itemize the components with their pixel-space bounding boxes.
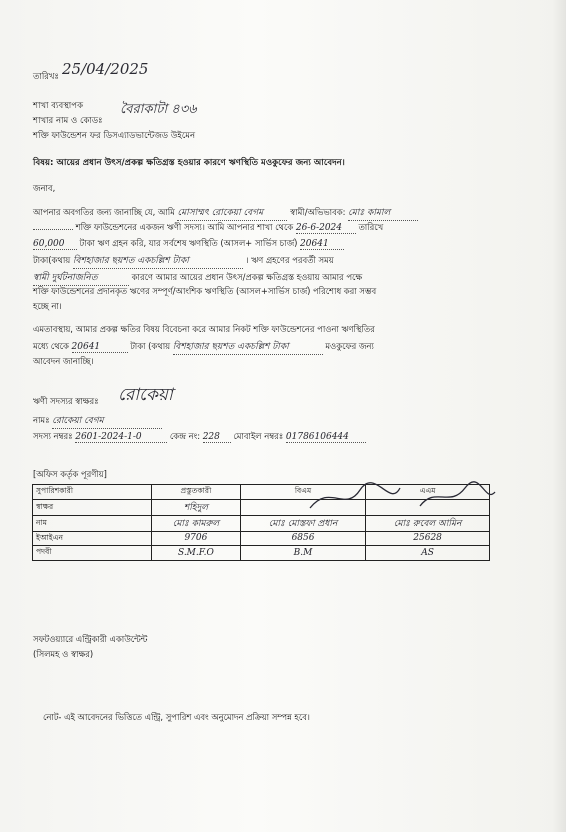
loan-balance: 20641 <box>300 239 344 250</box>
body-text: টাকা (কথায় <box>130 341 171 351</box>
body-text: মওকুফের জন্য <box>325 341 374 351</box>
body-text: । ঋণ গ্রহণের পরবর্তী সময় <box>245 255 334 265</box>
body-line-3 <box>33 237 344 251</box>
accountant-label: সফটওয়্যারে এন্ট্রিকারী একাউন্টেন্ট <box>33 634 148 644</box>
cell-ein-preparer: 9706 <box>152 531 241 546</box>
body-line-8: এমতাবস্থায়, আমার প্রকল্প ক্ষতির বিষয় বিবেচনা করে আমার নিকট শক্তি ফাউন্ডেশনের পাওনা ঋণস্থিতির <box>33 324 375 334</box>
subject-line: বিষয়: আয়ের প্রধান উৎস/প্রকল্প ক্ষতিগ্রস্ত হওয়ার কারণে ঋণস্থিতি মওকুফের জন্য আবেদন। <box>33 158 345 168</box>
loan-amount: 60,000 <box>33 239 77 250</box>
office-heading: [অফিস কর্তৃক পূরণীয়] <box>33 469 107 479</box>
body-text: কারণে আমার আয়ের প্রধান উৎস/প্রকল্প ক্ষতিগ্রস্ত হওয়ায় আমার পক্ষে <box>131 272 363 282</box>
body-line-6: শক্তি ফাউন্ডেশনের প্রদানকৃত ঋণের সম্পূর্ণ/আংশিক ঋণস্থিতি (আসল+সার্ভিস চার্জ) পরিশোধ করা সম্ভব <box>33 286 377 296</box>
col-preparer: প্রস্তুতকারী <box>152 485 241 500</box>
member-name-value: রোকেয়া বেগম <box>52 413 162 429</box>
body-line-10: আবেদন জানাচ্ছি। <box>33 356 94 366</box>
damage-reason: স্বামী দুর্ঘটনাজনিত <box>33 270 129 286</box>
cell-designation-am: AS <box>366 546 490 561</box>
loan-date: 26-6-2024 <box>296 223 356 234</box>
body-text: শক্তি ফাউন্ডেশনের একজন ঋণী সদস্য। আমি আপনার শাখা থেকে <box>75 222 294 232</box>
salutation: জনাব, <box>33 183 56 193</box>
signature-scribble <box>300 478 500 518</box>
row-label: ইআইএন <box>33 531 152 546</box>
body-line-1 <box>33 205 418 221</box>
waiver-amount: 20641 <box>72 342 128 353</box>
member-no-label: সদস্য নম্বরঃ <box>33 431 73 441</box>
col-am: এএম <box>366 485 490 500</box>
manager-label: শাখা ব্যবস্থাপক <box>33 100 84 110</box>
office-row-designation <box>33 546 490 561</box>
balance-in-words: বিশহাজার ছয়শত একচল্লিশ টাকা <box>73 253 243 269</box>
row-label: নাম <box>33 515 152 531</box>
center-value: 228 <box>203 432 231 443</box>
member-signature: রোকেয়া <box>118 385 173 405</box>
blank-dots <box>33 229 73 230</box>
mobile-label: মোবাইল নম্বরঃ <box>233 431 284 441</box>
waiver-in-words: বিশহাজার ছয়শত একচল্লিশ টাকা <box>173 339 323 355</box>
body-text: মধ্যে থেকে <box>33 341 69 351</box>
member-name-label: নামঃ <box>33 415 50 425</box>
cell-signature-preparer: শহিদুল <box>152 499 241 515</box>
body-line-2 <box>33 221 383 235</box>
member-no-value: 2601-2024-1-0 <box>75 432 167 443</box>
body-line-9 <box>33 339 374 355</box>
cell-ein-bm: 6856 <box>240 531 365 546</box>
center-label: কেন্দ্র নং: <box>169 431 201 441</box>
member-id-row <box>33 430 366 444</box>
guardian-name: মোঃ কামাল <box>348 205 418 221</box>
cell-name-preparer: মোঃ কামরুল <box>152 515 241 531</box>
applicant-name: মোসাম্মৎ রোকেয়া বেগম <box>177 205 287 221</box>
cell-name-bm: মোঃ মোস্তফা প্রধান <box>240 515 365 531</box>
body-text: টাকা ঋণ গ্রহন করি, যার সর্বশেষ ঋণস্থিতি (আসল+ সার্ভিস চার্জ) <box>79 238 298 248</box>
col-bm: বিএম <box>240 485 365 500</box>
cell-designation-bm: B.M <box>240 546 365 561</box>
branch-label: শাখার নাম ও কোডঃ <box>33 115 103 125</box>
body-line-5 <box>33 270 362 286</box>
date-label: তারিখঃ <box>33 71 59 81</box>
accountant-sub: (সিলমহ ও স্বাক্ষর) <box>33 649 94 659</box>
date-value: 25/04/2025 <box>62 60 149 78</box>
col-recommender: সুপারিশকারী <box>33 485 152 500</box>
body-text: টাকা(কথায় <box>33 255 71 265</box>
row-label: পদবী <box>33 546 152 561</box>
mobile-value: 01786106444 <box>286 432 366 443</box>
body-line-7: হচ্ছে না। <box>33 301 62 311</box>
cell-name-am: মোঃ রুবেল আমিন <box>366 515 490 531</box>
body-text: আপনার অবগতির জন্য জানাচ্ছি যে, আমি <box>33 207 175 217</box>
cell-ein-am: 25628 <box>366 531 490 546</box>
member-name-row <box>33 413 162 429</box>
body-line-4 <box>33 253 334 269</box>
office-row-ein <box>33 531 490 546</box>
cell-designation-preparer: S.M.F.O <box>152 546 241 561</box>
branch-value: বৈরাকাটা ৪৩৬ <box>120 102 197 117</box>
org-line: শক্তি ফাউন্ডেশন ফর ডিসএ্যাডভান্টেজড উইমেন <box>33 130 196 140</box>
body-text: তারিখে <box>358 222 384 232</box>
page-edge-shadow <box>552 0 566 832</box>
member-sign-label: ঋণী সদস্যর স্বাক্ষরঃ <box>33 396 99 406</box>
row-label: স্বাক্ষর <box>33 499 152 515</box>
body-text: স্বামী/অভিভাবক: <box>290 207 346 217</box>
footer-note: নোট- এই আবেদনের ভিত্তিতে এন্ট্রি, সুপারিশ এবং অনুমোদন প্রক্রিয়া সম্পন্ন হবে। <box>43 712 310 722</box>
